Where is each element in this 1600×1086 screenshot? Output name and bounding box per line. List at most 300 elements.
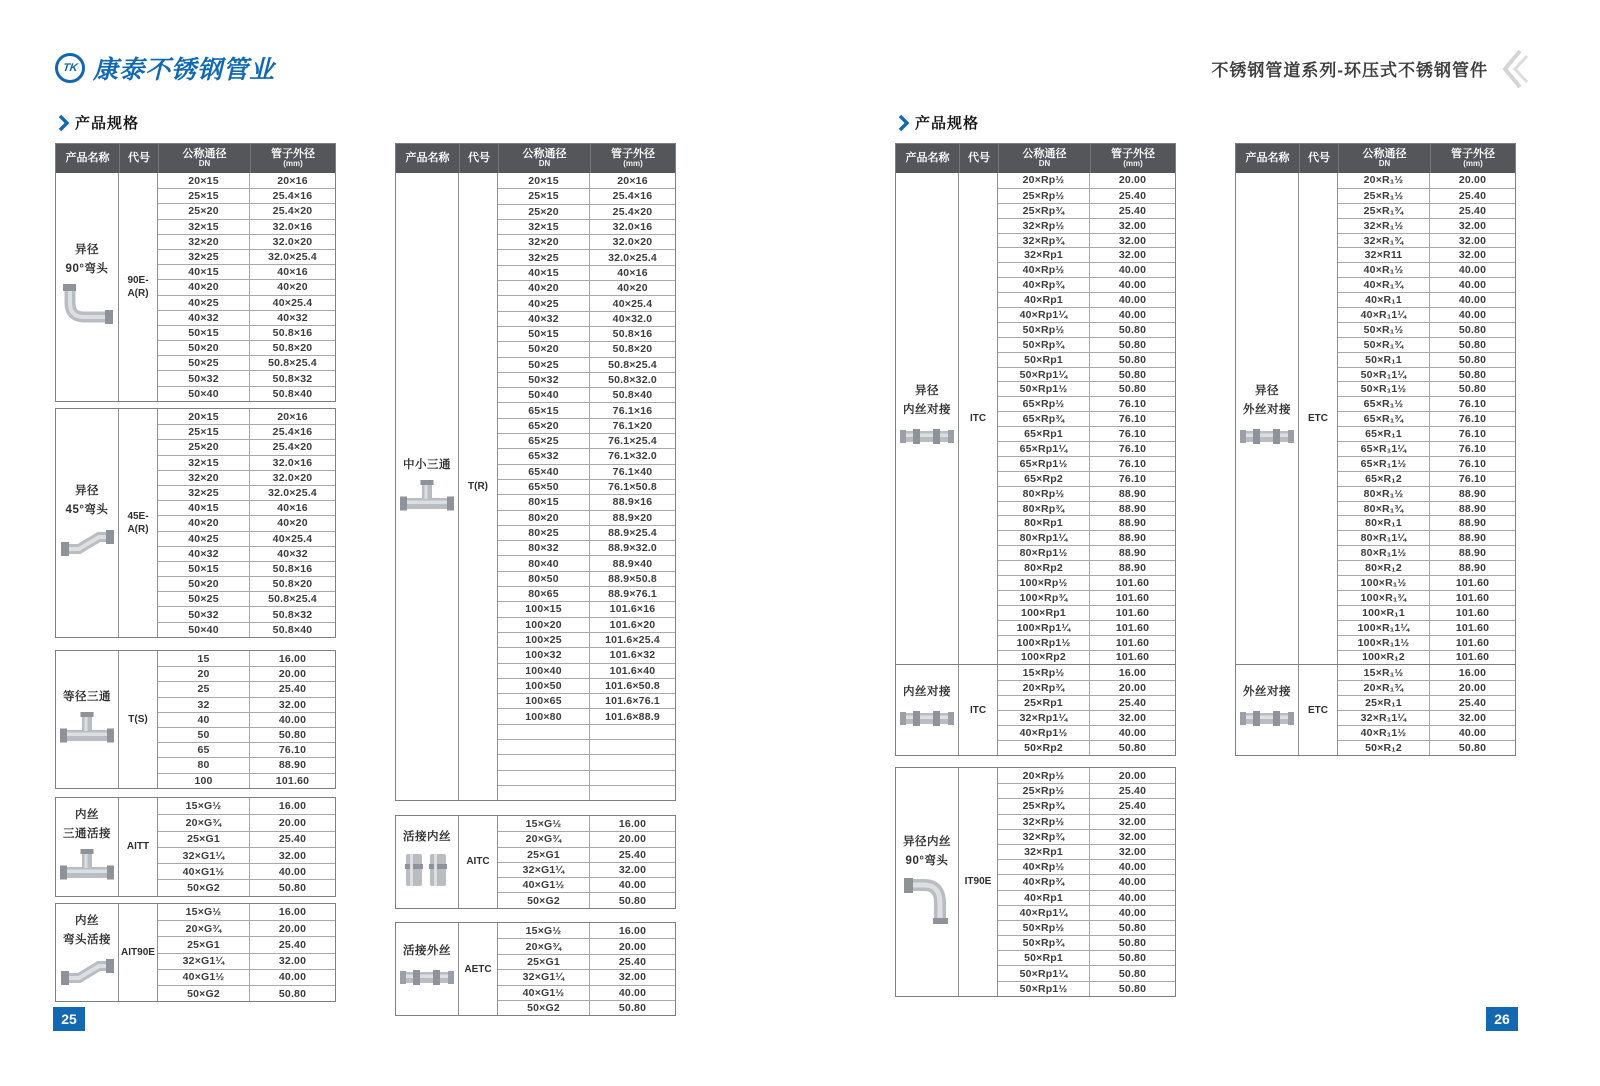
od-cell: 101.6×20	[609, 618, 656, 631]
product-name: 外丝对接	[1243, 404, 1291, 417]
dn-cell: 40×R₁¾	[1338, 278, 1430, 292]
page-number-left: 25	[53, 1007, 85, 1031]
spec-row	[158, 591, 335, 606]
col-header-code: 代号	[459, 144, 498, 173]
dn-cell: 50×32	[498, 373, 590, 387]
od-cell: 32.00	[278, 698, 307, 711]
spec-rows	[1338, 665, 1515, 754]
dn-cell: 25×G1	[158, 832, 250, 847]
spec-rows	[498, 816, 675, 908]
dn-cell: 20×G¾	[158, 921, 250, 936]
dn-cell: 32	[158, 698, 250, 712]
col-header-product: 产品名称	[65, 151, 110, 164]
spec-row	[158, 249, 335, 264]
dn-cell: 40×Rp1	[998, 293, 1090, 307]
od-cell: 16.00	[1458, 666, 1487, 679]
spec-row	[498, 357, 675, 372]
dn-cell: 40×20	[158, 280, 250, 294]
product-code: ETC	[1308, 704, 1328, 716]
dn-cell: 40×15	[498, 266, 590, 280]
od-cell: 101.60	[1115, 636, 1150, 649]
dn-cell: 80×Rp½	[998, 487, 1090, 501]
od-cell: 40.00	[1118, 876, 1147, 889]
spec-row	[998, 768, 1175, 783]
od-cell: 32.00	[1458, 712, 1487, 724]
spec-row	[998, 307, 1175, 322]
dn-cell: 50×G2	[158, 986, 250, 1001]
od-cell: 20.00	[1118, 174, 1147, 187]
product-group	[896, 173, 1175, 664]
od-cell: 40.00	[278, 713, 307, 726]
od-cell: 76.10	[1118, 413, 1147, 426]
spec-row	[998, 352, 1175, 367]
dn-cell: 65×15	[498, 403, 590, 417]
dn-cell: 80×R₁½	[1338, 487, 1430, 501]
spec-row	[158, 831, 335, 847]
dn-cell: 32×R11	[1338, 248, 1430, 262]
spec-row	[158, 325, 335, 340]
od-cell: 50.80	[1118, 323, 1147, 336]
od-cell	[590, 755, 675, 769]
od-cell: 88.90	[1458, 487, 1487, 500]
spec-row	[1338, 352, 1515, 367]
dn-cell: 100×R₁2	[1338, 651, 1430, 665]
dn-cell: 100×20	[498, 618, 590, 632]
od-cell: 32.0×20	[272, 235, 313, 248]
od-cell: 50.80	[1458, 323, 1487, 336]
od-cell: 101.60	[275, 774, 310, 787]
od-cell: 88.90	[1458, 532, 1487, 545]
od-cell: 50.8×16	[272, 326, 313, 339]
od-cell: 101.6×32	[609, 649, 656, 662]
dn-cell: 32×20	[158, 235, 250, 249]
od-cell: 32.00	[1118, 815, 1147, 828]
spec-row	[158, 310, 335, 325]
product-code: ITC	[969, 413, 987, 425]
spec-row	[998, 337, 1175, 352]
od-cell: 40.00	[618, 879, 647, 892]
dn-cell: 40×Rp1½	[998, 726, 1090, 740]
col-header-od: 管子外径 (mm)	[1090, 144, 1175, 173]
spec-row	[498, 494, 675, 509]
spec-row	[498, 647, 675, 662]
spec-row	[998, 920, 1175, 935]
spec-row	[498, 402, 675, 417]
product-group	[396, 923, 675, 1015]
coupling-female-icon	[899, 705, 955, 736]
dn-cell: 15×G½	[498, 923, 590, 938]
od-cell: 101.60	[1455, 651, 1490, 664]
col-header-code: 代号	[1299, 144, 1338, 173]
od-cell: 25.40	[1118, 800, 1147, 813]
od-cell: 40.00	[1118, 861, 1147, 874]
spec-table	[895, 143, 1176, 756]
product-name: 90°弯头	[65, 263, 109, 276]
product-code-cell	[459, 923, 498, 1015]
spec-row	[158, 485, 335, 500]
od-cell: 40.00	[1458, 308, 1487, 321]
dn-cell: 50×25	[498, 358, 590, 372]
col-header-od: 管子外径 (mm)	[1430, 144, 1515, 173]
od-cell: 50.80	[1118, 338, 1147, 351]
elbow-90-icon	[60, 283, 114, 332]
spec-row	[158, 936, 335, 952]
spec-row	[158, 355, 335, 370]
product-group	[896, 768, 1175, 996]
od-cell: 50.80	[618, 894, 647, 907]
dn-cell: 25×R₁¾	[1338, 204, 1430, 218]
product-name: 异径	[1255, 385, 1279, 398]
od-cell: 76.10	[1458, 413, 1487, 426]
dn-cell: 40×R₁1¼	[1338, 308, 1430, 322]
dn-cell: 25×Rp½	[998, 784, 1090, 798]
dn-cell: 25×20	[498, 205, 590, 219]
od-cell: 76.1×16	[612, 404, 653, 417]
col-header-code: 代号	[959, 144, 998, 173]
col-header-od: 管子外径 (mm)	[590, 144, 675, 173]
spec-row	[498, 663, 675, 678]
od-cell: 50.80	[1118, 368, 1147, 381]
dn-cell: 20×G¾	[498, 939, 590, 953]
dn-cell: 32×Rp¾	[998, 234, 1090, 248]
spec-row	[498, 617, 675, 632]
od-cell: 32.00	[278, 849, 307, 862]
table-header-row	[396, 144, 675, 173]
od-cell: 32.0×25.4	[268, 487, 317, 500]
od-cell: 88.90	[1118, 532, 1147, 545]
col-header-dn: 公称通径 DN	[998, 144, 1090, 173]
dn-cell: 80×Rp2	[998, 561, 1090, 575]
dn-cell: 25×15	[158, 189, 250, 203]
dn-cell: 100×Rp1	[998, 606, 1090, 620]
dn-cell: 40×32	[158, 547, 250, 561]
od-cell: 50.80	[1458, 353, 1487, 366]
spec-row	[1338, 262, 1515, 277]
spec-rows	[158, 904, 335, 1001]
spec-row	[498, 969, 675, 984]
dn-cell: 50×G2	[498, 1001, 590, 1015]
product-code: AIT90E	[121, 947, 155, 959]
spec-rows	[498, 173, 675, 800]
product-code: 45E-A(R)	[127, 510, 149, 535]
dn-cell: 32×G1¼	[498, 970, 590, 984]
product-code-cell	[459, 173, 498, 800]
od-cell: 40.00	[1118, 906, 1147, 919]
od-cell: 40.00	[618, 986, 647, 999]
dn-cell: 32×G1¼	[158, 954, 250, 969]
dn-cell: 40×Rp¾	[998, 278, 1090, 292]
od-cell: 32.00	[1118, 846, 1147, 859]
spec-row	[998, 635, 1175, 650]
od-cell: 50.8×20	[272, 342, 313, 355]
dn-cell: 50×Rp½	[998, 921, 1090, 935]
od-cell: 50.8×25.4	[268, 357, 317, 370]
od-cell: 50.80	[278, 729, 307, 742]
od-cell: 101.6×25.4	[605, 634, 660, 647]
dn-cell: 40×25	[498, 296, 590, 310]
company-name: 康泰不锈钢管业	[93, 56, 276, 84]
od-cell: 76.10	[278, 744, 307, 757]
od-cell: 40×25.4	[612, 297, 653, 310]
product-name-cell	[896, 768, 959, 996]
od-cell: 88.9×50.8	[608, 572, 657, 585]
spec-row	[158, 515, 335, 530]
spec-row	[998, 814, 1175, 829]
spec-row	[998, 710, 1175, 725]
spec-table	[55, 650, 336, 789]
od-cell: 40.00	[1118, 891, 1147, 904]
dn-cell: 50×25	[158, 592, 250, 606]
dn-cell: 40×15	[158, 265, 250, 279]
dn-cell: 40×Rp1	[998, 891, 1090, 905]
od-cell: 101.60	[1455, 576, 1490, 589]
dn-cell: 50×Rp1	[998, 353, 1090, 367]
spec-row	[158, 188, 335, 203]
dn-cell: 80×R₁1½	[1338, 546, 1430, 560]
dn-cell	[498, 786, 590, 800]
spec-row	[1338, 307, 1515, 322]
section-title-left	[58, 112, 139, 133]
dn-cell: 50×20	[158, 577, 250, 591]
spec-row	[1338, 635, 1515, 650]
spec-row	[498, 173, 675, 188]
spec-row	[998, 650, 1175, 665]
od-cell: 76.1×50.8	[608, 481, 657, 494]
spec-row	[498, 985, 675, 1000]
dn-cell: 50×40	[158, 387, 250, 401]
dn-cell: 40×R₁½	[1338, 263, 1430, 277]
spec-row	[998, 981, 1175, 996]
od-cell: 50.8×20	[612, 343, 653, 356]
dn-cell: 100×R₁1	[1338, 606, 1430, 620]
dn-cell: 40×25	[158, 296, 250, 310]
dn-cell	[498, 725, 590, 739]
spec-rows	[158, 798, 335, 896]
dn-cell: 50×32	[158, 371, 250, 385]
dn-cell: 50×20	[158, 341, 250, 355]
table-header-row	[1236, 144, 1515, 173]
spec-row	[158, 455, 335, 470]
spec-row	[998, 874, 1175, 889]
od-cell: 40.00	[1118, 294, 1147, 307]
spec-row	[998, 322, 1175, 337]
tee-equal-icon	[58, 710, 116, 749]
spec-row	[498, 295, 675, 310]
spec-row	[998, 950, 1175, 965]
dn-cell: 50	[158, 728, 250, 742]
spec-row	[498, 862, 675, 877]
dn-cell: 80×32	[498, 541, 590, 555]
spec-row	[498, 387, 675, 402]
spec-row	[1338, 411, 1515, 426]
dn-cell: 65×Rp¾	[998, 412, 1090, 426]
spec-row	[158, 606, 335, 621]
od-cell: 76.10	[1118, 398, 1147, 411]
col-header-dn: 公称通径 DN	[1338, 144, 1430, 173]
dn-cell: 80×Rp1½	[998, 546, 1090, 560]
spec-table	[1235, 143, 1516, 756]
spec-row	[498, 433, 675, 448]
od-cell: 40.00	[1118, 279, 1147, 292]
dn-cell: 50×R₁1¼	[1338, 368, 1430, 382]
spec-table	[395, 815, 676, 909]
spec-row	[498, 341, 675, 356]
chevron-right-icon	[898, 114, 909, 132]
od-cell: 76.1×40	[612, 465, 653, 478]
dn-cell: 50×Rp1	[998, 951, 1090, 965]
od-cell: 50.8×40	[272, 623, 313, 636]
dn-cell: 50×40	[158, 623, 250, 637]
spec-table	[55, 797, 336, 897]
spec-row	[998, 844, 1175, 859]
spec-rows	[998, 665, 1175, 754]
col-header-dn: 公称通径 DN	[158, 144, 250, 173]
coupling-male-icon	[1239, 705, 1295, 736]
coupling-reducing-female-icon	[899, 423, 955, 454]
dn-cell: 100×Rp¾	[998, 591, 1090, 605]
od-cell: 25.40	[1118, 697, 1147, 710]
spec-rows	[498, 923, 675, 1015]
product-group	[896, 664, 1175, 754]
spec-row	[498, 249, 675, 264]
spec-rows	[158, 173, 335, 401]
od-cell: 88.90	[1118, 517, 1147, 530]
union-male-icon	[399, 964, 455, 995]
spec-row	[158, 798, 335, 814]
od-cell: 25.4×16	[612, 190, 653, 203]
od-cell: 32.00	[1458, 249, 1487, 262]
dn-cell: 100×80	[498, 709, 590, 723]
dn-cell: 50×R₁½	[1338, 323, 1430, 337]
dn-cell: 32×25	[158, 250, 250, 264]
product-name: 外丝对接	[1243, 686, 1291, 699]
spec-row	[998, 233, 1175, 248]
dn-cell: 32×R₁1¼	[1338, 711, 1430, 725]
od-cell: 32.0×16	[272, 456, 313, 469]
od-cell: 50.80	[1118, 353, 1147, 366]
spec-rows	[158, 651, 335, 788]
product-name-cell	[56, 173, 119, 401]
spec-row	[1338, 396, 1515, 411]
dn-cell: 100×50	[498, 679, 590, 693]
dn-cell: 50×G2	[158, 880, 250, 895]
od-cell: 101.60	[1115, 606, 1150, 619]
spec-row	[498, 601, 675, 616]
od-cell: 25.40	[618, 955, 647, 968]
od-cell: 50.80	[1458, 368, 1487, 381]
spec-row	[998, 530, 1175, 545]
spec-row	[998, 203, 1175, 218]
od-cell: 88.9×76.1	[608, 588, 657, 601]
od-cell: 76.10	[1458, 472, 1487, 485]
spec-row	[158, 203, 335, 218]
dn-cell: 40×G1½	[158, 970, 250, 985]
spec-row	[998, 173, 1175, 188]
dn-cell: 65×20	[498, 419, 590, 433]
dn-cell: 40×G1½	[158, 864, 250, 879]
product-code-cell	[959, 768, 998, 996]
od-cell: 101.60	[1115, 576, 1150, 589]
dn-cell: 80	[158, 758, 250, 772]
od-cell: 40×16	[617, 266, 648, 279]
spec-row	[498, 510, 675, 525]
spec-row	[158, 727, 335, 742]
spec-row	[1338, 605, 1515, 620]
product-name-cell	[56, 798, 119, 896]
od-cell: 20.00	[618, 940, 647, 953]
od-cell: 88.90	[1458, 547, 1487, 560]
dn-cell: 25×Rp1	[998, 696, 1090, 710]
product-code-cell	[119, 904, 158, 1001]
od-cell: 40×20	[277, 281, 308, 294]
od-cell: 50.8×40	[272, 387, 313, 400]
od-cell: 25.40	[278, 833, 307, 846]
od-cell: 88.9×16	[612, 496, 653, 509]
od-cell: 32.00	[618, 971, 647, 984]
spec-row	[998, 695, 1175, 710]
dn-cell: 65×R₁2	[1338, 472, 1430, 486]
product-group	[56, 651, 335, 788]
col-header-code: 代号	[119, 144, 158, 173]
dn-cell: 40×G1½	[498, 878, 590, 892]
table-header-row	[56, 144, 335, 173]
spec-row	[498, 464, 675, 479]
od-cell: 101.60	[1115, 591, 1150, 604]
dn-cell: 50×20	[498, 342, 590, 356]
dn-cell: 65×R₁½	[1338, 397, 1430, 411]
od-cell: 40.00	[1118, 264, 1147, 277]
spec-row	[1338, 367, 1515, 382]
spec-row	[498, 847, 675, 862]
product-name: 内丝对接	[903, 404, 951, 417]
od-cell: 32.0×20	[272, 471, 313, 484]
od-cell: 50.80	[1118, 982, 1147, 995]
dn-cell: 65×Rp1¼	[998, 442, 1090, 456]
od-cell: 25.40	[1118, 189, 1147, 202]
od-cell: 40.00	[1118, 726, 1147, 739]
dn-cell: 40×Rp1¼	[998, 308, 1090, 322]
product-code-cell	[119, 798, 158, 896]
dn-cell: 25×R₁½	[1338, 189, 1430, 203]
spec-rows	[998, 768, 1175, 996]
dn-cell: 80×65	[498, 587, 590, 601]
od-cell: 25.40	[1118, 785, 1147, 798]
spec-row	[1338, 322, 1515, 337]
spec-row	[158, 847, 335, 863]
spec-row	[998, 798, 1175, 813]
dn-cell: 100×25	[498, 633, 590, 647]
dn-cell: 15×G½	[158, 798, 250, 814]
product-name-cell	[1236, 665, 1299, 754]
dn-cell: 25×Rp¾	[998, 799, 1090, 813]
spec-row	[158, 985, 335, 1001]
spec-table	[55, 143, 336, 402]
spec-table	[395, 922, 676, 1016]
od-cell: 88.90	[1458, 562, 1487, 575]
dn-cell: 100×15	[498, 602, 590, 616]
product-name: 中小三通	[403, 458, 451, 471]
spec-row	[998, 620, 1175, 635]
spec-row	[998, 441, 1175, 456]
dn-cell: 80×15	[498, 495, 590, 509]
od-cell: 40×32	[277, 311, 308, 324]
spec-row	[998, 890, 1175, 905]
dn-cell: 100×R₁½	[1338, 576, 1430, 590]
dn-cell: 25×G1	[498, 848, 590, 862]
spec-row	[998, 545, 1175, 560]
od-cell: 76.10	[1458, 442, 1487, 455]
od-cell: 88.90	[1458, 517, 1487, 530]
